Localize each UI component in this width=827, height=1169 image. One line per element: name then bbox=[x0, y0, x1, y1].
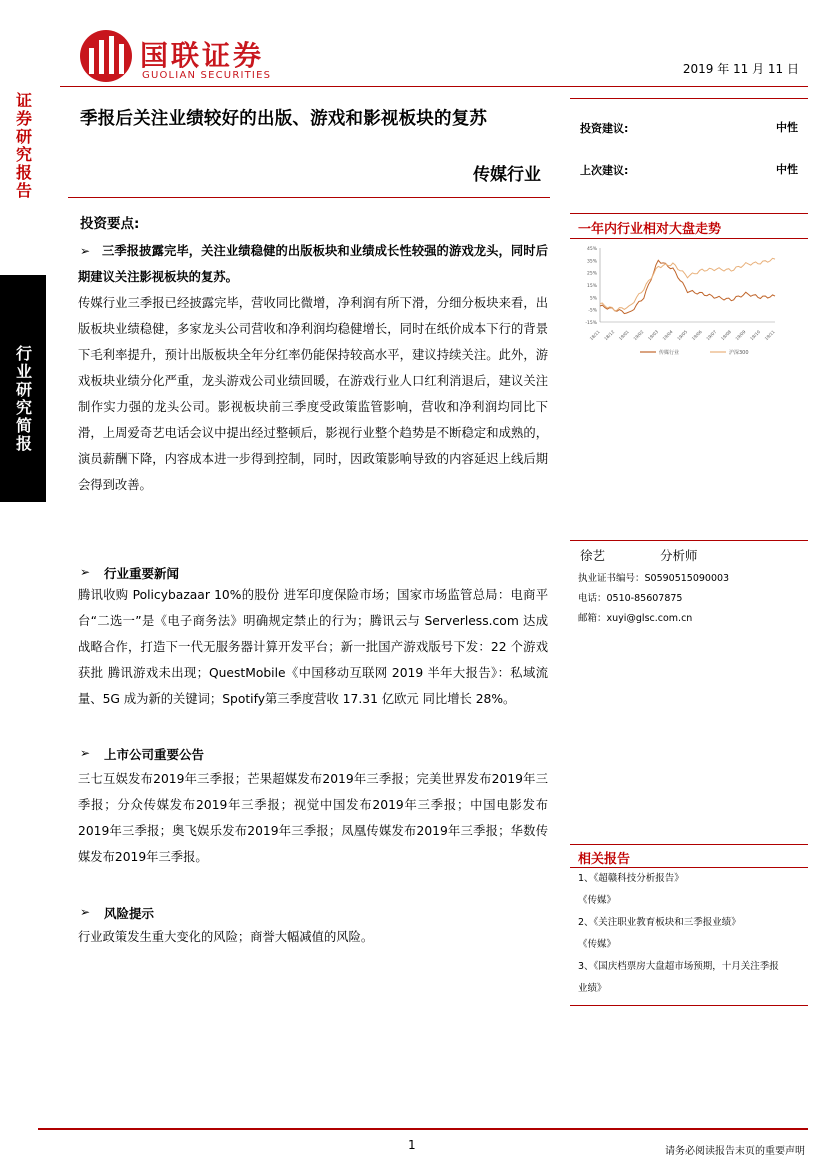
x-tick-label: 19/11 bbox=[763, 329, 776, 342]
x-tick-label: 19/07 bbox=[705, 329, 718, 342]
related-item: 业绩》 bbox=[578, 983, 607, 994]
report-date: 2019 年 11 月 11 日 bbox=[682, 62, 799, 76]
footer-disclaimer: 请务必阅读报告末页的重要声明 bbox=[665, 1146, 805, 1157]
x-tick-label: 18/12 bbox=[603, 329, 616, 342]
invest-label: 投资建议: bbox=[580, 122, 629, 135]
prev-value: 中性 bbox=[776, 163, 798, 176]
x-tick-label: 19/02 bbox=[632, 329, 645, 342]
analyst-cert: 执业证书编号：S0590515090003 bbox=[578, 573, 730, 584]
analyst-name: 徐艺 bbox=[580, 548, 606, 563]
series-line bbox=[600, 260, 775, 313]
title-rule bbox=[68, 197, 550, 198]
summary-body: 传媒行业三季报已经披露完毕，营收同比微增，净利润有所下滑，分细分板块来看，出版板块业绩稳健，多家龙头公司营收和净利润均稳健增长，同时在纸价成本下行的背景下毛利率提升，预计出版板块全年分红率仍能保持较高水平，建议持续关注。此外，游戏板块业绩分化严重，龙头游戏公司业绩回暖，在游戏行业人口红利消退后，建议关注制作实力强的龙头公司。影视板块前三季度受政策监管影响，营收和净利润均同比下滑，上周爱奇艺电话会议中提出经过整顿后，影视行业整个趋势是不断稳定和成熟的，演员薪酬下降，内容成本进一步得到控制，同时，因政策影响导致的内容延迟上线后期会得到改善。 bbox=[78, 296, 548, 492]
page-number: 1 bbox=[408, 1138, 416, 1152]
chart-top-rule bbox=[570, 213, 808, 214]
x-tick-label: 19/05 bbox=[676, 329, 689, 342]
y-tick-label: 35% bbox=[586, 259, 597, 265]
x-tick-label: 19/03 bbox=[646, 329, 660, 342]
invest-value: 中性 bbox=[776, 121, 798, 134]
brand-name-cn: 国联证券 bbox=[140, 39, 265, 72]
bullet-icon: ➢ bbox=[80, 565, 91, 579]
risk-heading: 风险提示 bbox=[104, 906, 155, 921]
x-tick-label: 19/08 bbox=[719, 329, 732, 342]
y-tick-label: 25% bbox=[586, 271, 597, 277]
industry-name: 传媒行业 bbox=[473, 165, 541, 185]
x-tick-label: 18/11 bbox=[588, 329, 601, 342]
sidebar-top-label: 证 券 研 究 报 告 bbox=[15, 91, 32, 200]
prev-label: 上次建议: bbox=[580, 164, 629, 177]
x-tick-label: 19/06 bbox=[690, 329, 703, 342]
legend-label: 传媒行业 bbox=[659, 350, 680, 356]
rating-top-rule bbox=[570, 98, 808, 99]
related-item: 《传媒》 bbox=[578, 895, 617, 906]
news-heading: 行业重要新闻 bbox=[104, 566, 180, 581]
related-bottom-rule bbox=[570, 1005, 808, 1006]
x-tick-label: 19/10 bbox=[749, 329, 762, 342]
related-list bbox=[578, 868, 779, 1000]
chart-heading: 一年内行业相对大盘走势 bbox=[578, 222, 722, 237]
trend-chart bbox=[570, 242, 800, 364]
y-tick-label: -15% bbox=[585, 321, 597, 326]
sidebar-bottom-label: 行 业 研 究 简 报 bbox=[15, 344, 32, 453]
analyst-title: 分析师 bbox=[660, 548, 698, 563]
x-tick-label: 19/09 bbox=[734, 329, 747, 342]
risk-body: 行业政策发生重大变化的风险；商誉大幅减值的风险。 bbox=[78, 930, 374, 944]
y-tick-label: 5% bbox=[589, 296, 597, 302]
related-top-rule bbox=[570, 844, 808, 845]
summary-heading: 投资要点: bbox=[80, 216, 140, 232]
footer-rule bbox=[38, 1128, 808, 1130]
related-heading: 相关报告 bbox=[578, 852, 631, 867]
related-item[interactable]: 3、《国庆档票房大盘超市场预期，十月关注季报 bbox=[578, 961, 779, 972]
announcements-body: 三七互娱发布2019年三季报；芒果超媒发布2019年三季报；完美世界发布2019年三季报；分众传媒发布2019年三季报；视觉中国发布2019年三季报；中国电影发布2019年三季报；奥飞娱乐发布2019年三季报；凤凰传媒发布2019年三季报；华数传媒发布2019年三季报。 bbox=[78, 772, 548, 864]
related-item[interactable]: 1、《超赣科技分析报告》 bbox=[578, 873, 684, 884]
analyst-rule bbox=[570, 540, 808, 541]
bullet-icon: ➢ bbox=[80, 746, 91, 760]
x-tick-label: 19/04 bbox=[661, 329, 674, 342]
analyst-email: 邮箱：xuyi@glsc.com.cn bbox=[578, 613, 693, 624]
chart-heading-rule bbox=[570, 238, 808, 239]
y-tick-label: 15% bbox=[586, 284, 597, 289]
analyst-phone: 电话：0510-85607875 bbox=[578, 593, 683, 604]
news-body: 腾讯收购 Policybazaar 10%的股份 进军印度保险市场；国家市场监管总局：电商平台“二选一”是《电子商务法》明确规定禁止的行为；腾讯云与 Serverless.com 达成战略合作，打造下一代无服务器计算开发平台；新一批国产游戏版号下发：22 个游戏获批 腾讯游戏未出现；QuestMobile《中国移动互联网 2019 半年大报告》：私域流量、5G 成为新的关键词；Spotify第三季度营收 17.31 亿欧元 同比增长 28%。 bbox=[78, 588, 548, 706]
series-line bbox=[600, 258, 775, 310]
announcements-heading: 上市公司重要公告 bbox=[104, 747, 205, 762]
report-title: 季报后关注业绩较好的出版、游戏和影视板块的复苏 bbox=[80, 109, 488, 129]
summary-lead: 三季报披露完毕，关注业绩稳健的出版板块和业绩成长性较强的游戏龙头，同时后期建议关注影视板块的复苏。 bbox=[78, 244, 548, 284]
logo-mark bbox=[80, 30, 132, 82]
related-item[interactable]: 2、《关注职业教育板块和三季报业绩》 bbox=[578, 917, 741, 928]
bullet-icon: ➢ bbox=[80, 905, 91, 919]
y-tick-label: -5% bbox=[588, 308, 597, 314]
y-tick-label: 45% bbox=[586, 247, 597, 252]
x-tick-label: 19/01 bbox=[617, 329, 630, 342]
related-item: 《传媒》 bbox=[578, 939, 617, 950]
legend-label: 沪深300 bbox=[729, 350, 749, 356]
header-rule bbox=[60, 86, 808, 87]
bullet-icon: ➢ bbox=[80, 244, 91, 258]
brand-name-en: GUOLIAN SECURITIES bbox=[142, 70, 272, 81]
